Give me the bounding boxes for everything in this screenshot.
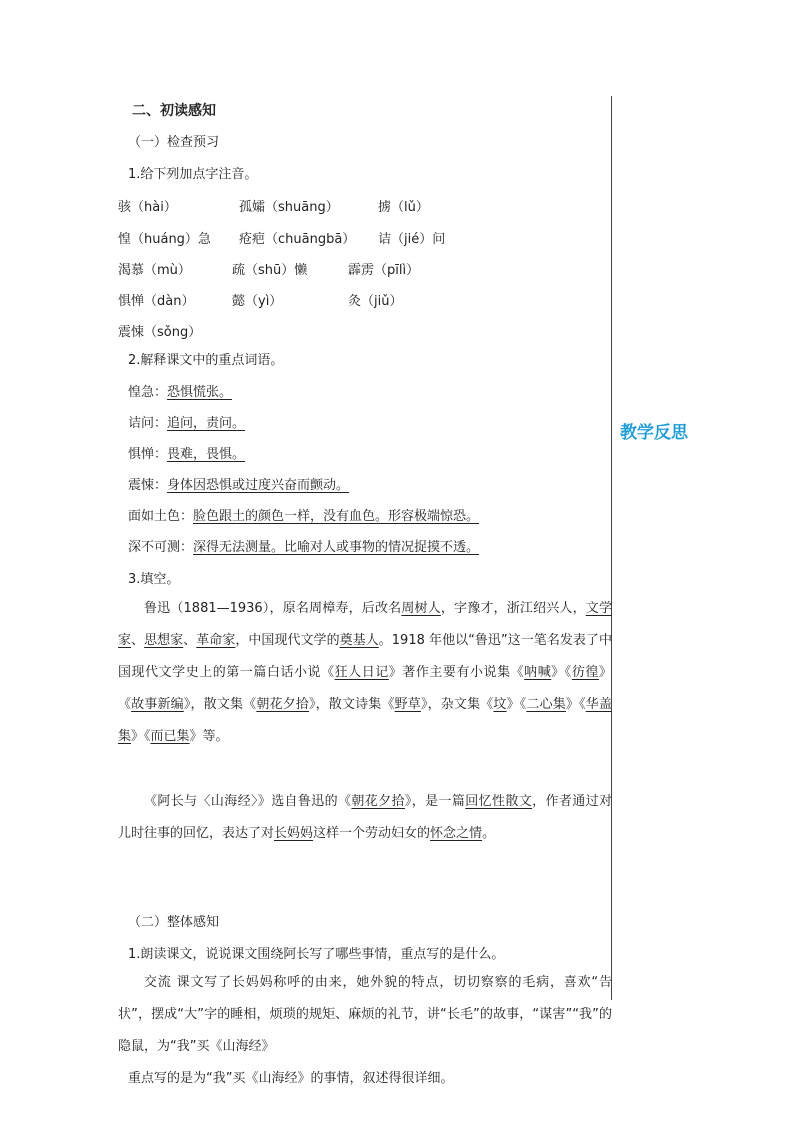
fill-answer: 文学家 [118, 601, 612, 648]
pinyin-item: 疏（shū）懒 [232, 263, 308, 278]
text-run: 、 [131, 633, 145, 648]
pinyin-item: 疮疤（chuāngbā） [239, 232, 356, 247]
fill-answer: 而已集 [150, 729, 190, 744]
vocab-row [128, 477, 349, 495]
text-run: 这样一个劳动妇女的 [313, 826, 431, 841]
text-run: 《阿长与〈山海经〉》选自鲁迅的《 [144, 794, 352, 809]
fill-answer: 周树人 [401, 601, 441, 616]
vocab-def: 脸色跟土的颜色一样，没有血色。形容极端惊恐。 [193, 509, 480, 524]
text-run: 》，散文集《 [183, 697, 257, 712]
text-run: 》《 [551, 665, 572, 680]
text-run: ，字豫才，浙江绍兴人， [440, 601, 586, 616]
vocab-term: 诘问： [128, 416, 168, 431]
vocab-row [128, 539, 479, 557]
pinyin-item: 诘（jié）问 [378, 232, 446, 247]
subsection-title: （一）检查预习 [128, 135, 220, 150]
pinyin-item: 灸（jiǔ） [348, 294, 403, 309]
pinyin-item: 惶（huáng）急 [118, 232, 211, 247]
text-run: 》，散文诗集《 [308, 697, 395, 712]
vocab-term: 震悚： [128, 478, 168, 493]
text-run: 。1918 年他以“鲁迅”这一笔名发表了中国现代文学史上的第一篇白话小说《 [118, 633, 612, 680]
pinyin-item: 渴慕（mù） [118, 263, 191, 278]
pinyin-item: 霹雳（pīlì） [348, 263, 420, 278]
vocab-def: 深得无法测量。比喻对人或事物的情况捉摸不透。 [193, 540, 480, 555]
pinyin-item: 震悚（sǒng） [118, 325, 202, 340]
vocab-term: 惶急： [128, 385, 168, 400]
fill-answer: 长妈妈 [274, 826, 314, 841]
vocab-row [128, 446, 245, 464]
text-run: 。 [482, 826, 496, 841]
question-3: 3.填空。 [128, 572, 180, 587]
question-4: 1.朗读课文，说说课文围绕阿长写了哪些事情，重点写的是什么。 [128, 947, 505, 962]
question-2: 2.解释课文中的重点词语。 [128, 353, 284, 368]
reflection-title: 教学反思 [620, 423, 688, 443]
text-run: 》，是一篇 [404, 794, 466, 809]
vocab-term: 面如土色： [128, 509, 194, 524]
pinyin-item: 惧惮（dàn） [118, 294, 195, 309]
text-run: 、 [183, 633, 197, 648]
fill-answer: 坟 [493, 697, 507, 712]
vocab-row [128, 415, 245, 433]
vocab-def: 追问，责问。 [167, 416, 246, 431]
vocab-row [128, 384, 232, 402]
fill-answer: 回忆性散文 [465, 794, 533, 809]
text-run: 》等。 [189, 729, 229, 744]
fill-answer: 革命家 [196, 633, 236, 648]
pinyin-item: 懿（yì） [232, 294, 283, 309]
fill-answer: 华盖集 [118, 697, 612, 744]
text-run: 》《 [118, 665, 612, 712]
section-title: 二、初读感知 [132, 103, 216, 119]
vocab-def: 恐惧慌张。 [167, 385, 233, 400]
text-run: 》《 [565, 697, 586, 712]
subsection-title: （二）整体感知 [128, 915, 220, 930]
vocab-row [128, 508, 479, 526]
fill-answer: 朝花夕拾 [351, 794, 405, 809]
fill-answer: 故事新编 [131, 697, 184, 712]
fill-answer: 朝花夕拾 [256, 697, 309, 712]
pinyin-item: 掳（lǔ） [378, 200, 429, 215]
fill-answer: 奠基人 [339, 633, 379, 648]
vocab-def: 身体因恐惧或过度兴奋而颤动。 [167, 478, 350, 493]
fill-paragraph-1 [118, 593, 612, 753]
fill-answer: 二心集 [526, 697, 566, 712]
question-1: 1.给下列加点字注音。 [128, 167, 258, 182]
fill-answer: 思想家 [144, 633, 184, 648]
vocab-def: 畏难，畏惧。 [167, 447, 246, 462]
text-run: 》，杂文集《 [420, 697, 494, 712]
answer-paragraph: 交流 课文写了长妈妈称呼的由来，她外貌的特点，切切察察的毛病，喜欢“告状”，摆成“大”字的睡相，烦琐的规矩、麻烦的礼节，讲“长毛”的故事，“谋害”“我”的隐鼠，为“我”买《山海经》 [118, 975, 612, 1054]
column-divider [611, 96, 612, 1000]
fill-paragraph-2 [118, 786, 612, 850]
text-run: ，作者通过对儿时往事的回忆，表达了对 [118, 794, 612, 841]
vocab-term: 惧惮： [128, 447, 168, 462]
text-run: 》《 [131, 729, 151, 744]
text-run: 》著作主要有小说集《 [388, 665, 525, 680]
pinyin-item: 骇（hài） [118, 200, 177, 215]
fill-answer: 彷徨 [571, 665, 599, 680]
fill-answer: 怀念之情 [430, 826, 483, 841]
answer-conclusion: 重点写的是为“我”买《山海经》的事情，叙述得很详细。 [128, 1071, 454, 1086]
fill-answer: 狂人日记 [334, 665, 389, 680]
text-run: 鲁迅（1881—1936），原名周樟寿，后改名 [144, 601, 402, 616]
fill-answer: 呐喊 [524, 665, 552, 680]
text-run: 》《 [506, 697, 527, 712]
text-run: ，中国现代文学的 [235, 633, 340, 648]
pinyin-item: 孤孀（shuāng） [239, 200, 339, 215]
vocab-term: 深不可测： [128, 540, 194, 555]
fill-answer: 野草 [394, 697, 421, 712]
